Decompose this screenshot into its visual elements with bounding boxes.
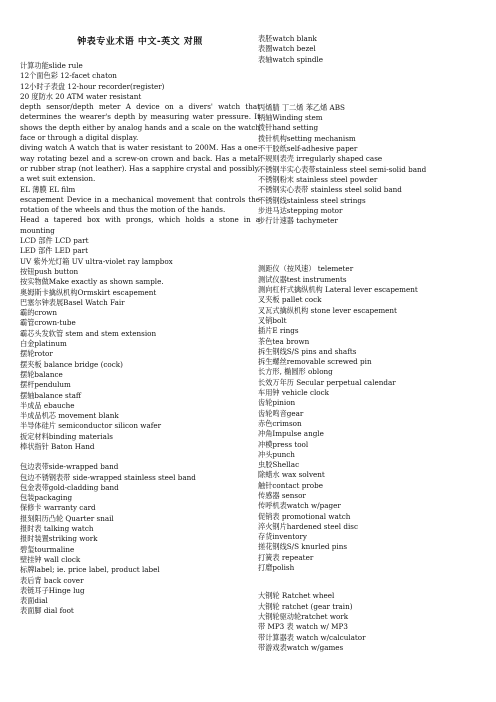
entry: 长方形, 椭圆形 oblong (258, 367, 333, 377)
entry: 奥姆斯卡擒纵机构Ormskirt escapement (20, 287, 157, 297)
left-block-3 (20, 462, 260, 616)
entry: LCD 部件 LCD part (20, 236, 89, 246)
entry: 半成品机芯 movement blank (20, 411, 119, 421)
entry: 标牌label; ie. price label, product label (20, 565, 160, 575)
entry-escapement: escapement Device in a mechanical movement that controls the rotation of the wheels and thus the motion of the hands. (20, 194, 260, 215)
entry: 摆夹板 balance bridge (cock) (20, 359, 123, 369)
spacer (20, 452, 260, 462)
left-block-1 (20, 61, 260, 236)
entry: 叉销bolt (258, 315, 287, 325)
entry: 12小时子表盘 12-hour recorder(register) (20, 81, 165, 91)
entry-head: Head a tapered box with prongs, which holds a stone in a mounting (20, 215, 260, 235)
entry: 20 度防水 20 ATM water resistant (20, 91, 142, 101)
entry: EL 薄膜 EL film (20, 184, 76, 194)
entry: 报时装置striking work (20, 534, 98, 544)
entry: 霸管crown-tube (20, 318, 76, 328)
right-block-1 (258, 34, 494, 65)
entry: 不规则表壳 irregularly shaped case (258, 154, 383, 164)
entry: 不锈钢线stainless steel strings (258, 195, 366, 205)
entry: 促销表 promotional watch (258, 511, 351, 521)
entry: 冲角Impulse angle (258, 429, 324, 439)
entry: UV 紫外光灯箱 UV ultra-violet ray lampbox (20, 256, 173, 266)
entry: 打簧表 repeater (258, 552, 314, 562)
entry: 报时表 talking watch (20, 524, 94, 534)
spacer (258, 244, 494, 254)
right-block-3 (258, 264, 494, 573)
entry: 摆轮balance (20, 369, 63, 379)
left-column (20, 0, 260, 617)
entry: 摆杆pendulum (20, 380, 71, 390)
entry: 长效万年历 Secular perpetual calendar (258, 377, 396, 387)
entry: 传呼机表watch w/pager (258, 501, 341, 511)
entry: 大钢轮驱动轮ratchet work (258, 611, 349, 621)
entry: LED 部件 LED part (20, 246, 89, 256)
entry: 拆生螺丝removable screwed pin (258, 357, 372, 367)
entry-diving-watch: diving watch A watch that is water resistant to 200M. Has a one-way rotating bezel and a screw-on crown and back. Has a metal or rubber strap (not leather). Has a sapphire crystal and possibly, a wet suit extension. (20, 143, 260, 184)
entry: 冲头punch (258, 449, 295, 459)
entry: 柄轴Winding stem (258, 113, 323, 123)
entry-depth-sensor: depth sensor/depth meter A device on a divers' watch that determines the wearer's depth by measuring water pressure. It shows the depth either by analog hands and a scale on the watch face or through a digital display. (20, 102, 260, 143)
entry: 丙烯腈 丁二烯 苯乙烯 ABS (258, 102, 345, 112)
entry: 霸的crown (20, 308, 57, 318)
entry: 表面dial (20, 596, 48, 606)
entry: 报刻阳历凸轮 Quarter snail (20, 513, 114, 523)
entry: 步行计速器 tachymeter (258, 216, 338, 226)
entry: 齿轮鸣音gear (258, 408, 304, 418)
entry: 半导体硅片 semiconductor silicon wafer (20, 421, 162, 431)
entry: 赤色crimson (258, 418, 302, 428)
entry: 车用钟 vehicle clock (258, 388, 329, 398)
entry: 表圈watch bezel (258, 44, 316, 54)
entry: 叉夹板 pallet cock (258, 295, 322, 305)
spacer (258, 573, 494, 591)
spacer (258, 93, 494, 103)
entry: 表面脚 dial foot (20, 606, 74, 616)
entry: 冲模press tool (258, 439, 309, 449)
entry: 拆生钢线S/S pins and shafts (258, 346, 357, 356)
entry: 按实物做Make exactly as shown sample. (20, 277, 164, 287)
right-block-4 (258, 591, 494, 653)
entry: 带 MP3 表 watch w/ MP3 (258, 622, 348, 632)
entry: 包金表带gold-cladding band (20, 482, 119, 492)
entry: 淬火钢片hardened steel disc (258, 521, 359, 531)
entry: 齿轮pinion (258, 398, 296, 408)
right-column (258, 0, 494, 653)
entry: 传感器 sensor (258, 490, 306, 500)
left-block-2 (20, 236, 260, 452)
entry: 保修卡 warranty card (20, 503, 96, 513)
entry: 壁挂钟 wall clock (20, 554, 81, 564)
entry: 虫胶Shellac (258, 460, 300, 470)
entry: 测试仪器test instruments (258, 274, 347, 284)
entry: 12个面色彩 12-facet chaton (20, 71, 117, 81)
entry: 拨针机构setting mechanism (258, 133, 356, 143)
entry: 表后背 back cover (20, 575, 84, 585)
entry: 摆轮rotor (20, 349, 53, 359)
entry: 叉瓦式擒纵机构 stone lever escapement (258, 305, 397, 315)
entry: 碧玺tourmaline (20, 544, 75, 554)
spacer (258, 254, 494, 264)
entry: 除蜡水 wax solvent (258, 470, 325, 480)
spacer (258, 226, 494, 244)
entry: 霸芯头发软管 stem and stem extension (20, 328, 157, 338)
entry: 不锈钢粉末 stainless steel powder (258, 174, 378, 184)
entry: 按钮push button (20, 266, 79, 276)
entry: 大钢轮 Ratchet wheel (258, 591, 335, 601)
entry: 半成品 ebauche (20, 400, 75, 410)
entry: 步进马达stepping motor (258, 205, 343, 215)
entry: 包边表带side-wrapped band (20, 462, 119, 472)
entry: 插片E rings (258, 326, 299, 336)
entry: 白金platinum (20, 339, 67, 349)
entry: 搓花钢线S/S knurled pins (258, 542, 348, 552)
entry: 巴塞尔钟表展Basel Watch Fair (20, 297, 125, 307)
entry: 茶色tea brown (258, 336, 310, 346)
entry: 不锈钢半实心表带stainless steel semi-solid band (258, 164, 427, 174)
entry: 计算功能slide rule (20, 61, 83, 70)
entry: 棒状指针 Baton Hand (20, 441, 95, 451)
entry: 表轴watch spindle (258, 54, 324, 64)
entry: 测距仪（按风速） telemeter (258, 264, 354, 274)
entry: 包边不锈钢表带 side-wrapped stainless steel band (20, 472, 196, 482)
entry: 不锈钢实心表带 stainless steel solid band (258, 185, 402, 195)
entry: 摆轴balance staff (20, 390, 82, 400)
entry: 包装packaging (20, 493, 73, 503)
right-block-2 (258, 103, 494, 227)
entry: 扳定材料binding materials (20, 431, 113, 441)
entry: 打磨polish (258, 563, 295, 573)
page-title: 钟表专业术语 中文-英文 对照 (77, 37, 203, 47)
entry: 带游戏表watch w/games (258, 642, 344, 652)
entry: 拨针hand setting (258, 123, 319, 133)
entry: 存货inventory (258, 532, 307, 542)
entry: 测向杠杆式擒纵机构 Lateral lever escapement (258, 285, 418, 295)
entry: 带计算器表 watch w/calculator (258, 632, 366, 642)
entry: 不干胶纸self-adhesive paper (258, 144, 358, 154)
entry: 表胚watch blank (258, 34, 317, 43)
spacer (258, 65, 494, 83)
entry: 表链耳子Hinge lug (20, 585, 85, 595)
spacer (258, 83, 494, 93)
entry: 触针contact probe (258, 480, 323, 490)
entry: 大钢轮 ratchet (gear train) (258, 601, 353, 611)
